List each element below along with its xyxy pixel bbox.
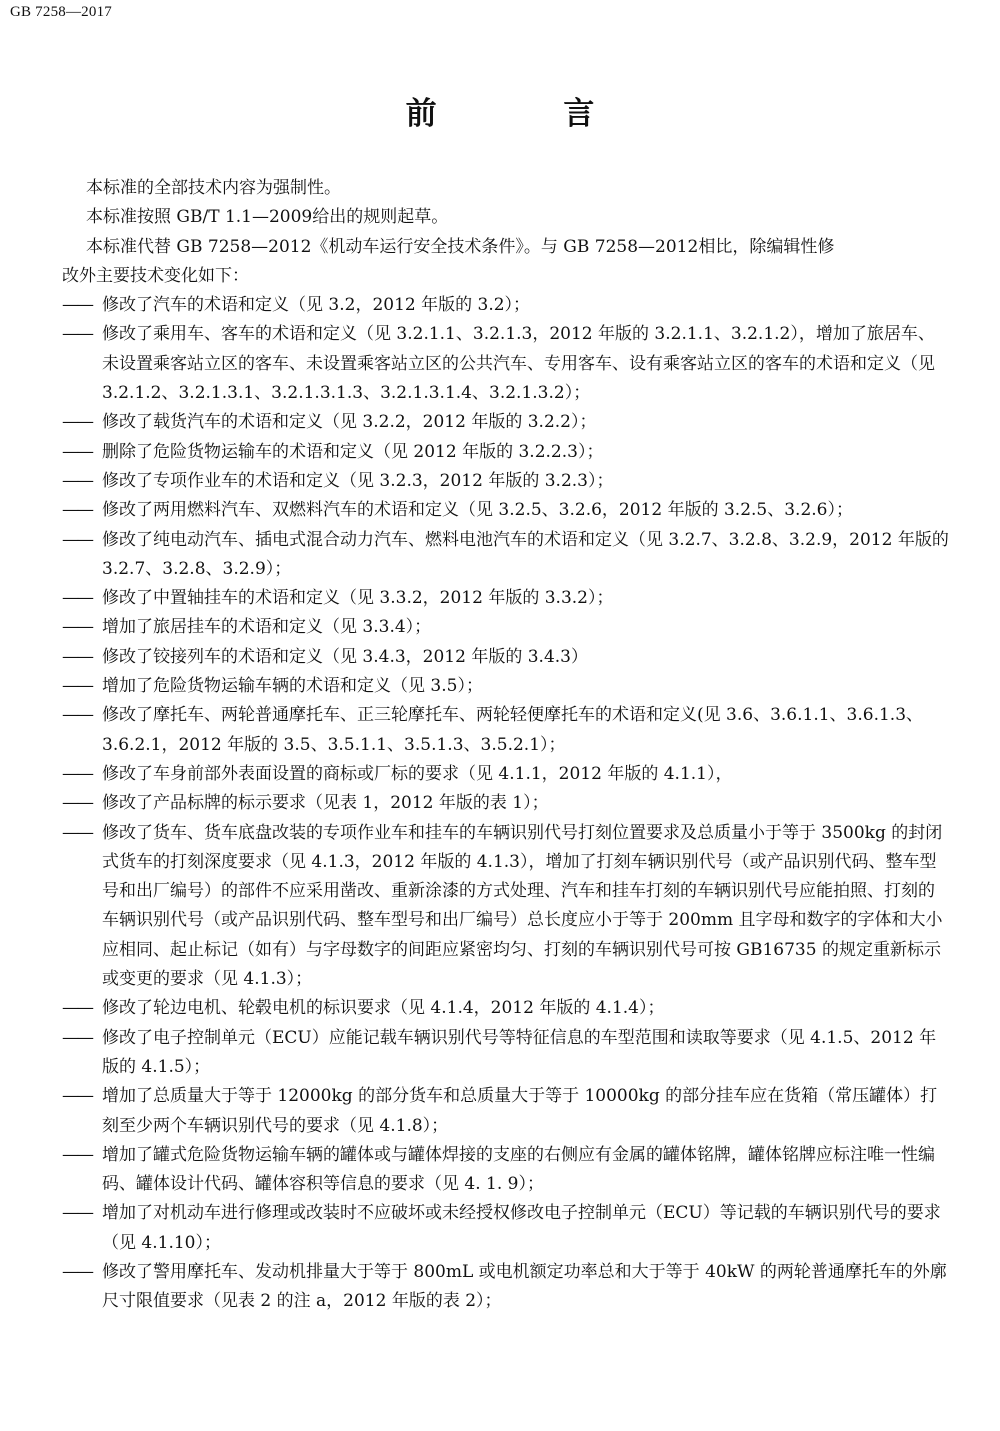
list-item-text: 修改了车身前部外表面设置的商标或厂标的要求（见 4.1.1，2012 年版的 4.1.1）， xyxy=(102,763,733,784)
list-dash: —— xyxy=(62,1203,92,1224)
list-item-text: 修改了汽车的术语和定义（见 3.2，2012 年版的 3.2）； xyxy=(102,295,531,316)
list-item xyxy=(62,1082,950,1141)
list-dash: —— xyxy=(62,1261,92,1282)
list-dash: —— xyxy=(62,295,92,316)
list-item xyxy=(62,701,950,760)
list-item xyxy=(62,819,950,995)
document-body xyxy=(62,174,950,1317)
list-item-text: 修改了警用摩托车、发动机排量大于等于 800mL 或电机额定功率总和大于等于 40kW 的两轮普通摩托车的外廓尺寸限值要求（见表 2 的注 a，2012 年版的表 2）； xyxy=(102,1261,947,1312)
list-dash: —— xyxy=(62,588,92,609)
list-dash: —— xyxy=(62,822,92,843)
list-item xyxy=(62,672,950,701)
list-item xyxy=(62,1024,950,1083)
list-item xyxy=(62,320,950,408)
list-item-text: 修改了两用燃料汽车、双燃料汽车的术语和定义（见 3.2.5、3.2.6，2012 年版的 3.2.5、3.2.6）； xyxy=(102,500,853,521)
list-item-text: 修改了专项作业车的术语和定义（见 3.2.3，2012 年版的 3.2.3）； xyxy=(102,470,614,491)
list-dash: —— xyxy=(62,1144,92,1165)
list-dash: —— xyxy=(62,705,92,726)
list-item-text: 增加了危险货物运输车辆的术语和定义（见 3.5）； xyxy=(102,676,483,697)
list-dash: —— xyxy=(62,763,92,784)
list-dash: —— xyxy=(62,412,92,433)
list-item xyxy=(62,789,950,818)
list-dash: —— xyxy=(62,324,92,345)
paragraph-drafting-rules: 本标准按照 GB/T 1.1—2009给出的规则起草。 xyxy=(86,207,449,228)
paragraph-replaces-continued: 改外主要技术变化如下： xyxy=(62,265,249,286)
list-item xyxy=(62,526,950,585)
standard-code-header: GB 7258—2017 xyxy=(10,4,112,20)
list-item xyxy=(62,1141,950,1200)
list-dash: —— xyxy=(62,1086,92,1107)
list-item-text: 增加了对机动车进行修理或改装时不应破坏或未经授权修改电子控制单元（ECU）等记载的车辆识别代号的要求（见 4.1.10）； xyxy=(102,1203,941,1253)
list-item xyxy=(62,1258,950,1317)
list-item-text: 删除了危险货物运输车的术语和定义（见 2012 年版的 3.2.2.3）； xyxy=(102,441,604,462)
list-dash: —— xyxy=(62,998,92,1019)
list-item xyxy=(62,760,950,789)
list-item-text: 修改了中置轴挂车的术语和定义（见 3.3.2，2012 年版的 3.3.2）； xyxy=(102,588,614,609)
list-item-text: 修改了摩托车、两轮普通摩托车、正三轮摩托车、两轮轻便摩托车的术语和定义(见 3.6、3.6.1.1、3.6.1.3、3.6.2.1，2012 年版的 3.5、3.5.1.1、3.5.1.3、3.5.2.1）； xyxy=(102,705,924,755)
list-item-text: 增加了罐式危险货物运输车辆的罐体或与罐体焊接的支座的右侧应有金属的罐体铭牌，罐体铭牌应标注唯一性编码、罐体设计代码、罐体容积等信息的要求（见 4. 1. 9）； xyxy=(102,1144,935,1195)
list-item-text: 修改了乘用车、客车的术语和定义（见 3.2.1.1、3.2.1.3，2012 年版的 3.2.1.1、3.2.1.2），增加了旅居车、未设置乘客站立区的客车、未设置乘客站立区的公共汽车、专用客车、设有乘客站立区的客车的术语和定义（见 3.2.1.2、3.2.1.3.1、3.2.1.3.1.3、3.2.1.3.1.4、3.2.1.3.2）； xyxy=(102,324,935,404)
list-item xyxy=(62,291,950,320)
list-item xyxy=(62,1199,950,1258)
list-item-text: 修改了产品标牌的标示要求（见表 1，2012 年版的表 1）； xyxy=(102,793,549,814)
list-item-text: 修改了纯电动汽车、插电式混合动力汽车、燃料电池汽车的术语和定义（见 3.2.7、3.2.8、3.2.9，2012 年版的 3.2.7、3.2.8、3.2.9）； xyxy=(102,529,949,579)
list-item-text: 修改了铰接列车的术语和定义（见 3.4.3，2012 年版的 3.4.3） xyxy=(102,646,588,667)
page-title: 前 言 xyxy=(405,96,653,132)
list-item xyxy=(62,584,950,613)
changes-list xyxy=(62,291,950,1316)
list-item xyxy=(62,994,950,1023)
list-dash: —— xyxy=(62,500,92,521)
list-item xyxy=(62,643,950,672)
list-dash: —— xyxy=(62,676,92,697)
list-dash: —— xyxy=(62,441,92,462)
list-item-text: 修改了载货汽车的术语和定义（见 3.2.2，2012 年版的 3.2.2）； xyxy=(102,412,597,433)
paragraph-mandatory: 本标准的全部技术内容为强制性。 xyxy=(86,178,341,198)
list-item xyxy=(62,613,950,642)
list-item xyxy=(62,438,950,467)
paragraph-replaces: 本标准代替 GB 7258—2012《机动车运行安全技术条件》。与 GB 7258—2012相比，除编辑性修 xyxy=(86,236,835,257)
list-dash: —— xyxy=(62,529,92,550)
list-dash: —— xyxy=(62,617,92,638)
list-item-text: 修改了货车、货车底盘改装的专项作业车和挂车的车辆识别代号打刻位置要求及总质量小于等于 3500kg 的封闭式货车的打刻深度要求（见 4.1.3，2012 年版的 4.1.3），增加了打刻车辆识别代号（或产品识别代码、整车型号和出厂编号）的部件不应采用凿改、重新涂漆的方式处理、汽车和挂车打刻的车辆识别代号应能拍照、打刻的车辆识别代号（或产品识别代码、整车型号和出厂编号）总长度应小于等于 200mm 且字母和数字的字体和大小应相同、起止标记（如有）与字母数字的间距应紧密均匀、打刻的车辆识别代号可按 GB16735 的规定重新标示或变更的要求（见 4.1.3）； xyxy=(102,822,943,990)
list-item-text: 增加了旅居挂车的术语和定义（见 3.3.4）； xyxy=(102,617,432,638)
list-dash: —— xyxy=(62,646,92,667)
list-item-text: 修改了电子控制单元（ECU）应能记载车辆识别代号等特征信息的车型范围和读取等要求（见 4.1.5、2012 年版的 4.1.5）； xyxy=(102,1027,937,1077)
list-item xyxy=(62,496,950,525)
list-dash: —— xyxy=(62,470,92,491)
list-dash: —— xyxy=(62,793,92,814)
list-item xyxy=(62,467,950,496)
list-item-text: 修改了轮边电机、轮毂电机的标识要求（见 4.1.4，2012 年版的 4.1.4）； xyxy=(102,998,665,1019)
list-dash: —— xyxy=(62,1027,92,1048)
list-item xyxy=(62,408,950,437)
list-item-text: 增加了总质量大于等于 12000kg 的部分货车和总质量大于等于 10000kg 的部分挂车应在货箱（常压罐体）打刻至少两个车辆识别代号的要求（见 4.1.8）； xyxy=(102,1086,938,1136)
